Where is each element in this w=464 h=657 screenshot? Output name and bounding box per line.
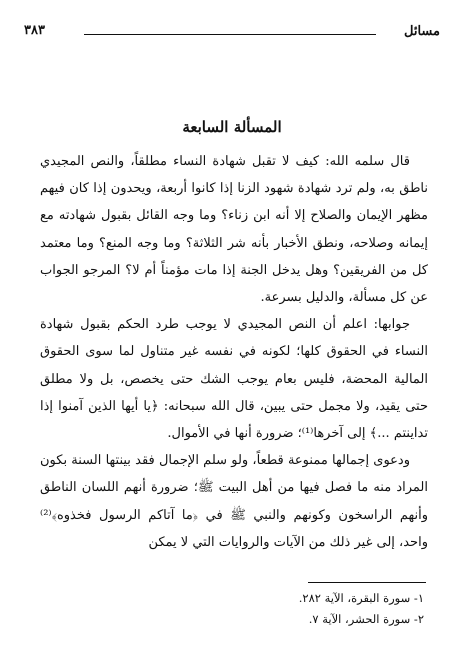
footnote-1: ١- سورة البقرة، الآية ٢٨٢. [298,591,424,605]
footnotes [40,588,424,630]
footnote-rule [308,582,426,583]
running-title: مسائل [404,24,440,39]
section-title: المسألة السابعة [182,118,282,136]
paragraph-question: قال سلمه الله: كيف لا تقبل شهادة النساء مطلقاً، والنص المجيدي ناطق به، ولم ترد شهادة شهود الزنا إذا كانوا أربعة، ويحدون إذا كان فيهم مظهر الإيمان والصلاح إلا أنه ابن زناء؟ وما وجه القائل بقبول شهادته مع إيمانه وصلاحه، ونطق الأخبار بأنه شر الثلاثة؟ وما وجه المنع؟ وما معتمد كل من الفريقين؟ وهل يدخل الجنة إذا مات مؤمناً أم لا؟ المرجو الجواب عن كل مسألة، والدليل بسرعة. [40,154,428,306]
page-header [24,20,440,46]
paragraph-continuation: ودعوى إجمالها ممنوعة قطعاً، ولو سلم الإجمال فقد بينتها السنة بكون المراد منه ما فصل فيها من أهل البيت ﷺ؛ ضرورة أنهم اللسان الناطق وأنهم الراسخون وكونهم والنبي ﷺ في ﴿ما آتاكم الرسول فخذوه﴾⁽²⁾ واحد، إلى غير ذلك من الآيات والروايات التي لا يمكن [40,453,428,550]
footnote-2: ٢- سورة الحشر، الآية ٧. [308,612,424,626]
body-text [40,148,428,556]
header-rule [84,34,376,35]
page-number: ٣٨٣ [24,23,45,38]
paragraph-answer: جوابها: اعلم أن النص المجيدي لا يوجب طرد الحكم بقبول شهادة النساء في الحقوق كلها؛ لكونه في نفسه غير متناول لما سوى الحقوق المالية المحضة، فليس بعام يوجب الشك حتى يخصص، بل ولا مطلق حتى يقيد، ولا مجمل حتى يبين، قال الله سبحانه: ﴿يا أيها الذين آمنوا إذا تداينتم ...﴾ إلى آخرها⁽¹⁾؛ ضرورة أنها في الأموال. [40,317,428,442]
